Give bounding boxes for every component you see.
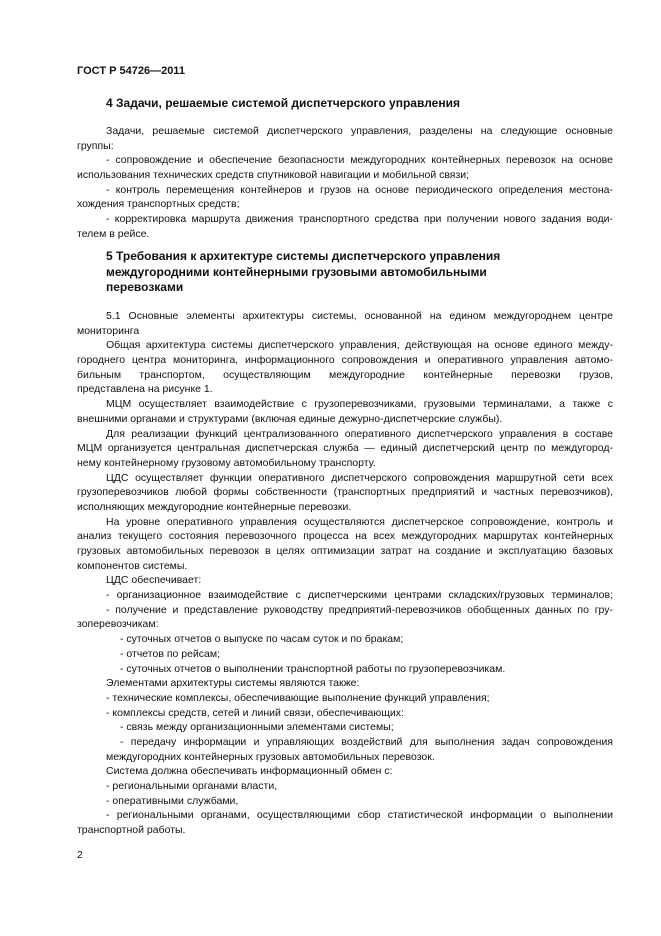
section-4-heading: 4 Задачи, решаемые системой диспетчерского управления bbox=[106, 96, 460, 110]
section-4-body bbox=[77, 124, 613, 242]
list-item: - региональными органами, осуществляющими сбор статистической информации о выполнении bbox=[106, 809, 613, 822]
text-line: - контроль перемещения контейнеров и грузов на основе периодического определения местона- bbox=[106, 183, 613, 196]
text-line: Общая архитектура системы диспетчерского управления, действующая на основе единого между- bbox=[106, 339, 613, 352]
text-line: хождения транспортных средств; bbox=[77, 198, 240, 211]
text-line: внешними органами и структурами (включая единые дежурно-диспетчерские службы). bbox=[77, 412, 503, 425]
document-code: ГОСТ Р 54726—2011 bbox=[77, 65, 185, 77]
text-line: телем в рейсе. bbox=[77, 227, 150, 240]
section-5-heading bbox=[106, 249, 626, 296]
heading-line: 5 Требования к архитектуре системы диспетчерского управления bbox=[106, 249, 501, 263]
text-line: городнего центра мониторинга, информационного сопровождения и оперативного управления автомо- bbox=[77, 354, 613, 367]
text-line: бильным транспортом, осуществляющим междугородние контейнерные перевозки грузов, bbox=[77, 368, 613, 381]
text-line: нему контейнерному грузовому автомобильному транспорту. bbox=[77, 456, 376, 469]
text-line: зоперевозчикам: bbox=[77, 618, 159, 631]
list-item: - получение и представление руководству предприятий-перевозчиков обобщенных данных по гру- bbox=[106, 603, 613, 616]
text-line: мониторинга bbox=[77, 324, 140, 337]
text-line: МЦМ организуется центральная диспетчерская служба — единый диспетчерский центр по междугород- bbox=[77, 442, 613, 455]
text-line: Для реализации функций централизованного оперативного диспетчерского управления в составе bbox=[106, 427, 613, 440]
list-item: - оперативными службами, bbox=[106, 794, 239, 807]
text-line: - корректировка маршрута движения транспортного средства при получении нового задания води- bbox=[106, 213, 613, 226]
heading-line: междугородними контейнерными грузовыми автомобильными bbox=[106, 264, 487, 279]
sub-list-item: - передачу информации и управляющих воздействий для выполнения задач сопровождения bbox=[120, 735, 613, 748]
list-item: - региональными органами власти, bbox=[106, 780, 278, 792]
text-line: исполняющих междугородние контейнерные перевозки. bbox=[77, 500, 352, 513]
text-line: ЦДС осуществляет функции оперативного диспетчерского сопровождения маршрутной сети всех bbox=[106, 471, 613, 484]
sub-list-item: - отчетов по рейсам; bbox=[120, 647, 221, 660]
text-line: анализ текущего состояния перевозочного процесса на всех междугородних маршрутах контейнерных bbox=[77, 530, 613, 543]
text-line: Элементами архитектуры системы являются также: bbox=[106, 677, 360, 690]
text-line: - сопровождение и обеспечение безопасности междугородних контейнерных перевозок на основе bbox=[106, 154, 613, 167]
section-5-body bbox=[77, 309, 613, 838]
text-line: грузоперевозчиков любой формы собственности (транспортных предприятий и частных перевозчиков), bbox=[77, 486, 613, 499]
sub-list-item: - суточных отчетов о выполнении транспортной работы по грузоперевозчикам. bbox=[120, 662, 506, 675]
text-line: Система должна обеспечивать информационный обмен с: bbox=[106, 765, 393, 778]
page-number: 2 bbox=[77, 849, 83, 861]
text-line: представлена на рисунке 1. bbox=[77, 383, 213, 396]
text-line: Задачи, решаемые системой диспетчерского управления, разделены на следующие основные bbox=[106, 125, 613, 137]
text-line: ЦДС обеспечивает: bbox=[106, 574, 202, 587]
text-line: МЦМ осуществляет взаимодействие с грузоперевозчиками, грузовыми терминалами, а также с bbox=[106, 398, 613, 411]
text-line: грузовых автомобильных перевозок в целях оптимизации затрат на создание и эксплуатацию базовых bbox=[77, 545, 613, 557]
list-item: - организационное взаимодействие с диспетчерскими центрами складских/грузовых терминалов; bbox=[106, 589, 613, 602]
text-line: транспортной работы. bbox=[77, 824, 186, 837]
sub-list-item: - связь между организационными элементами системы; bbox=[120, 721, 394, 734]
text-line: На уровне оперативного управления осуществляются диспетчерское сопровождение, контроль и bbox=[106, 515, 613, 528]
text-line: группы: bbox=[77, 139, 114, 152]
text-line: междугородних контейнерных грузовых автомобильных перевозок. bbox=[106, 750, 435, 763]
heading-line: перевозками bbox=[106, 280, 184, 294]
text-line: компонентов системы. bbox=[77, 559, 188, 572]
list-item: - технические комплексы, обеспечивающие выполнение функций управления; bbox=[106, 691, 490, 704]
sub-list-item: - суточных отчетов о выпуске по часам суток и по бракам; bbox=[120, 633, 404, 646]
list-item: - комплексы средств, сетей и линий связи, обеспечивающих: bbox=[106, 706, 404, 719]
text-line: использования технических средств спутниковой навигации и мобильной связи; bbox=[77, 169, 470, 182]
subsection-title: 5.1 Основные элементы архитектуры системы, основанной на едином междугороднем центре bbox=[106, 310, 613, 322]
